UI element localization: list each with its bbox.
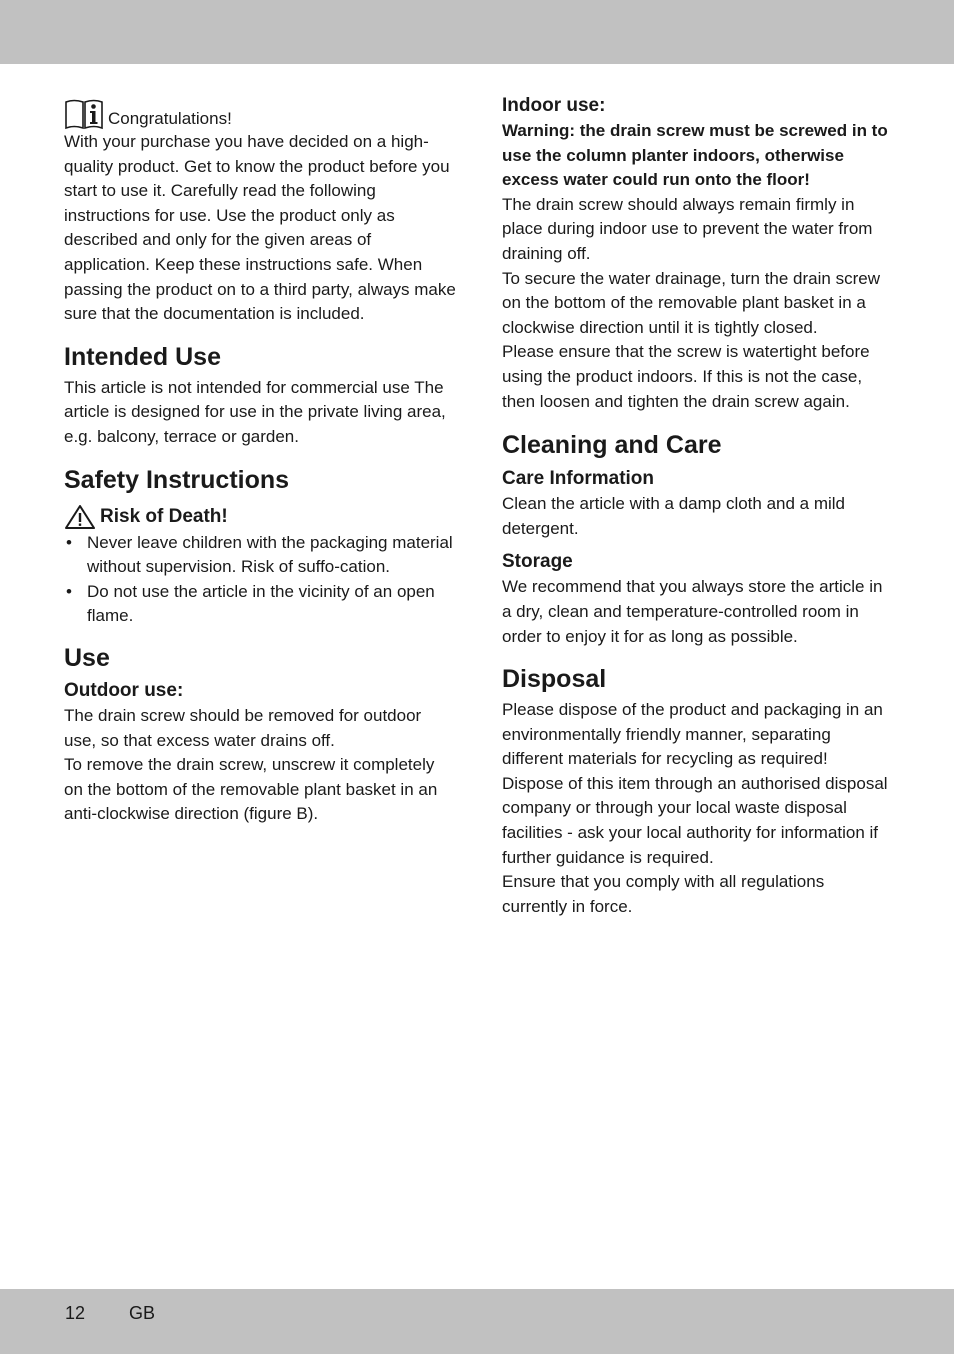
disposal-heading: Disposal [502, 665, 607, 694]
indoor-paragraph: The drain screw should always remain firmly in place during indoor use to prevent the water from draining off. [502, 194, 873, 263]
congrats-header [64, 96, 456, 130]
indoor-use-heading: Indoor use: [502, 95, 606, 116]
storage-heading: Storage [502, 551, 573, 573]
intended-use-body: This article is not intended for commercial use The article is designed for use in the private living area, e.g. balcony, terrace or garden. [64, 377, 446, 446]
manual-info-icon [64, 98, 104, 130]
outdoor-use-paragraph: The drain screw should be removed for outdoor use, so that excess water drains off. [64, 705, 422, 750]
disposal-paragraph: Dispose of this item through an authorised disposal company or through your local waste disposal facilities - ask your local authority for information if further guidance is required. [502, 773, 888, 867]
care-info-body: Clean the article with a damp cloth and a mild detergent. [502, 494, 846, 538]
cleaning-heading: Cleaning and Care [502, 431, 722, 460]
indoor-paragraph: To secure the water drainage, turn the drain screw on the bottom of the removable plant basket in a clockwise direction until it is tightly closed. [502, 268, 880, 337]
intended-use-heading: Intended Use [64, 342, 221, 371]
intro-paragraph: With your purchase you have decided on a high-quality product. Get to know the product before you start to use it. Carefully read the following instructions for use. Use the product only as described and only for the given areas of application. Keep these instructions safe. When passing the product on to a third party, always make sure that the documentation is included. [64, 132, 456, 324]
congrats-title: Congratulations! [108, 109, 232, 128]
risk-of-death-row [64, 504, 456, 530]
left-column [64, 96, 456, 827]
care-info-heading: Care Information [502, 468, 655, 490]
risk-of-death-title: Risk of Death! [100, 505, 228, 527]
safety-list [64, 531, 456, 629]
indoor-warning: Warning: the drain screw must be screwed in to use the column planter indoors, otherwise excess water could run onto the floor! [502, 121, 888, 190]
language-code: GB [129, 1303, 156, 1323]
outdoor-use-paragraph: To remove the drain screw, unscrew it completely on the bottom of the removable plant basket in an anti-clockwise direction (figure B). [64, 755, 438, 824]
right-column [502, 94, 888, 919]
storage-body: We recommend that you always store the article in a dry, clean and temperature-controlled room in order to enjoy it for as long as possible. [502, 577, 883, 646]
warning-triangle-icon [64, 504, 96, 530]
outdoor-use-heading: Outdoor use: [64, 679, 184, 701]
safety-list-item: • Never leave children with the packaging material without supervision. Risk of suffo-cation. [64, 531, 456, 580]
header-band [0, 0, 954, 64]
indoor-paragraph: Please ensure that the screw is watertight before using the product indoors. If this is not the case, then loosen and tighten the drain screw again. [502, 342, 870, 411]
safety-heading: Safety Instructions [64, 465, 290, 494]
safety-list-item: • Do not use the article in the vicinity of an open flame. [64, 580, 456, 629]
page-number: 12 [65, 1303, 86, 1323]
disposal-paragraph: Please dispose of the product and packaging in an environmentally friendly manner, separating different materials for recycling as required! [502, 700, 883, 769]
disposal-paragraph: Ensure that you comply with all regulations currently in force. [502, 872, 825, 916]
use-heading: Use [64, 643, 110, 672]
